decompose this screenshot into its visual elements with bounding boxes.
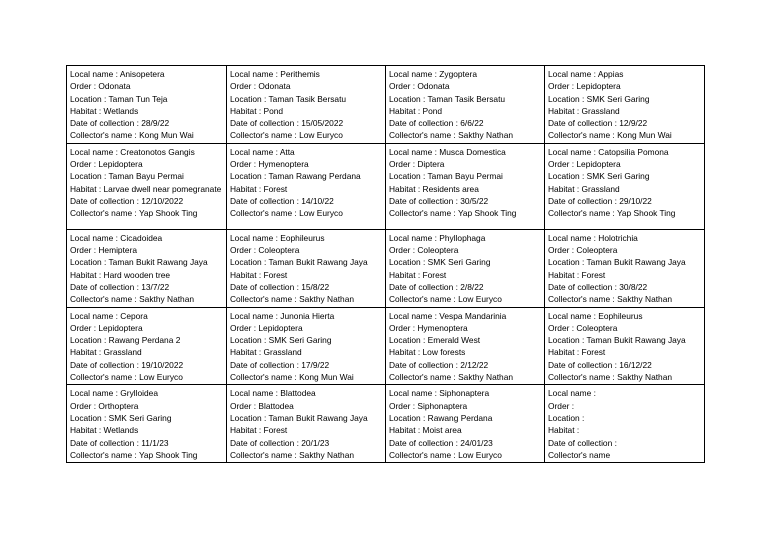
collector-name-field: Collector's name : Sakthy Nathan bbox=[230, 294, 355, 305]
order-field: Order : bbox=[548, 400, 575, 411]
habitat-field: Habitat : Larvae dwell near pomegranate bbox=[70, 183, 222, 194]
collection-date-field: Date of collection : 15/05/2022 bbox=[230, 118, 344, 129]
specimen-card bbox=[545, 307, 705, 385]
collector-name-field: Collector's name : Low Euryco bbox=[70, 372, 183, 383]
collection-date-field: Date of collection : 19/10/2022 bbox=[70, 359, 184, 370]
local-name-field: Local name : Eophileurus bbox=[230, 232, 325, 243]
order-field: Order : Coleoptera bbox=[548, 245, 618, 256]
collector-name-field: Collector's name : Kong Mun Wai bbox=[548, 130, 672, 141]
local-name-field: Local name : Holotrichia bbox=[548, 232, 638, 243]
specimen-card bbox=[67, 229, 227, 307]
order-field: Order : Orthoptera bbox=[70, 400, 139, 411]
collector-name-field: Collector's name : Low Euryco bbox=[230, 208, 343, 219]
habitat-field: Habitat : Grassland bbox=[70, 347, 142, 358]
habitat-field: Habitat : Wetlands bbox=[70, 425, 139, 436]
local-name-field: Local name : Appias bbox=[548, 69, 624, 79]
table-row bbox=[67, 143, 705, 229]
collection-date-field: Date of collection : 13/7/22 bbox=[70, 281, 170, 292]
collector-name-field: Collector's name : Kong Mun Wai bbox=[70, 130, 194, 141]
location-field: Location : SMK Seri Garing bbox=[548, 171, 650, 182]
specimen-card bbox=[386, 385, 545, 463]
specimen-card bbox=[227, 229, 386, 307]
table-row bbox=[67, 385, 705, 463]
specimen-card bbox=[545, 385, 705, 463]
collector-name-field: Collector's name : Sakthy Nathan bbox=[548, 294, 673, 305]
location-field: Location : Taman Bayu Permai bbox=[70, 171, 184, 182]
collection-date-field: Date of collection : 28/9/22 bbox=[70, 118, 170, 129]
location-field: Location : Emerald West bbox=[389, 335, 481, 346]
habitat-field: Habitat : Residents area bbox=[389, 183, 479, 194]
habitat-field: Habitat : Grassland bbox=[548, 183, 620, 194]
local-name-field: Local name : Atta bbox=[230, 146, 295, 157]
location-field: Location : Taman Bayu Permai bbox=[389, 171, 503, 182]
collection-date-field: Date of collection : 2/12/22 bbox=[389, 359, 489, 370]
habitat-field: Habitat : Low forests bbox=[389, 347, 466, 358]
collection-date-field: Date of collection : 2/8/22 bbox=[389, 281, 484, 292]
specimen-card bbox=[545, 143, 705, 229]
location-field: Location : Taman Bukit Rawang Jaya bbox=[548, 335, 686, 346]
collector-name-field: Collector's name : Low Euryco bbox=[389, 294, 502, 305]
order-field: Order : Lepidoptera bbox=[70, 322, 143, 333]
order-field: Order : Siphonaptera bbox=[389, 400, 468, 411]
location-field: Location : Taman Tasik Bersatu bbox=[389, 93, 506, 104]
collector-name-field: Collector's name : Sakthy Nathan bbox=[389, 130, 514, 141]
order-field: Order : Lepidoptera bbox=[548, 81, 621, 92]
habitat-field: Habitat : Grassland bbox=[230, 347, 302, 358]
specimen-card bbox=[386, 66, 545, 144]
order-field: Order : Coleoptera bbox=[389, 245, 459, 256]
local-name-field: Local name : Eophileurus bbox=[548, 310, 643, 321]
collection-date-field: Date of collection : 20/1/23 bbox=[230, 437, 330, 448]
habitat-field: Habitat : Forest bbox=[230, 183, 288, 194]
order-field: Order : Lepidoptera bbox=[230, 322, 303, 333]
order-field: Order : Odonata bbox=[389, 81, 450, 92]
order-field: Order : Coleoptera bbox=[548, 322, 618, 333]
location-field: Location : bbox=[548, 412, 585, 423]
location-field: Location : Taman Rawang Perdana bbox=[230, 171, 361, 182]
order-field: Order : Lepidoptera bbox=[548, 159, 621, 170]
collection-date-field: Date of collection : 12/10/2022 bbox=[70, 195, 184, 206]
specimen-card bbox=[227, 307, 386, 385]
local-name-field: Local name : bbox=[548, 388, 596, 399]
specimen-card bbox=[227, 385, 386, 463]
collector-name-field: Collector's name : Yap Shook Ting bbox=[70, 449, 198, 460]
table-row bbox=[67, 229, 705, 307]
order-field: Order : Coleoptera bbox=[230, 245, 300, 256]
order-field: Order : Odonata bbox=[230, 81, 291, 92]
location-field: Location : Taman Tun Teja bbox=[70, 93, 168, 104]
local-name-field: Local name : Creatonotos Gangis bbox=[70, 146, 195, 157]
habitat-field: Habitat : Moist area bbox=[389, 425, 462, 436]
local-name-field: Local name : Blattodea bbox=[230, 388, 316, 399]
specimen-card bbox=[227, 143, 386, 229]
collector-name-field: Collector's name : Sakthy Nathan bbox=[389, 372, 514, 383]
habitat-field: Habitat : Forest bbox=[548, 347, 606, 358]
local-name-field: Local name : Catopsilia Pomona bbox=[548, 146, 669, 157]
local-name-field: Local name : Junonia Hierta bbox=[230, 310, 335, 321]
collection-date-field: Date of collection : 30/8/22 bbox=[548, 281, 648, 292]
collection-date-field: Date of collection : 17/9/22 bbox=[230, 359, 330, 370]
collection-date-field: Date of collection : bbox=[548, 437, 617, 448]
order-field: Order : Hemiptera bbox=[70, 245, 138, 256]
specimen-card bbox=[67, 66, 227, 144]
local-name-field: Local name : Zygoptera bbox=[389, 69, 477, 79]
collection-date-field: Date of collection : 30/5/22 bbox=[389, 195, 489, 206]
order-field: Order : Lepidoptera bbox=[70, 159, 143, 170]
specimen-card bbox=[545, 66, 705, 144]
habitat-field: Habitat : Wetlands bbox=[70, 105, 139, 116]
habitat-field: Habitat : Forest bbox=[230, 425, 288, 436]
location-field: Location : SMK Seri Garing bbox=[548, 93, 650, 104]
specimen-card bbox=[67, 385, 227, 463]
location-field: Location : Taman Bukit Rawang Jaya bbox=[230, 412, 368, 423]
collector-name-field: Collector's name : Sakthy Nathan bbox=[548, 372, 673, 383]
location-field: Location : SMK Seri Garing bbox=[389, 257, 491, 268]
order-field: Order : Diptera bbox=[389, 159, 445, 170]
specimen-table bbox=[66, 65, 705, 463]
habitat-field: Habitat : Forest bbox=[548, 269, 606, 280]
local-name-field: Local name : Vespa Mandarinia bbox=[389, 310, 507, 321]
collector-name-field: Collector's name : Sakthy Nathan bbox=[230, 449, 355, 460]
location-field: Location : Taman Bukit Rawang Jaya bbox=[548, 257, 686, 268]
specimen-card bbox=[386, 229, 545, 307]
habitat-field: Habitat : Pond bbox=[230, 105, 284, 116]
local-name-field: Local name : Siphonaptera bbox=[389, 388, 490, 399]
collection-date-field: Date of collection : 11/1/23 bbox=[70, 437, 169, 448]
local-name-field: Local name : Grylloidea bbox=[70, 388, 158, 399]
collection-date-field: Date of collection : 29/10/22 bbox=[548, 195, 652, 206]
collection-date-field: Date of collection : 15/8/22 bbox=[230, 281, 330, 292]
specimen-card bbox=[386, 143, 545, 229]
collection-date-field: Date of collection : 24/01/23 bbox=[389, 437, 493, 448]
location-field: Location : Taman Tasik Bersatu bbox=[230, 93, 347, 104]
habitat-field: Habitat : Forest bbox=[389, 269, 447, 280]
collector-name-field: Collector's name : Sakthy Nathan bbox=[70, 294, 195, 305]
local-name-field: Local name : Cicadoidea bbox=[70, 232, 163, 243]
specimen-card bbox=[386, 307, 545, 385]
local-name-field: Local name : Perithemis bbox=[230, 69, 320, 79]
collector-name-field: Collector's name : Yap Shook Ting bbox=[548, 208, 676, 219]
specimen-card bbox=[545, 229, 705, 307]
collector-name-field: Collector's name bbox=[548, 449, 611, 460]
habitat-field: Habitat : Forest bbox=[230, 269, 288, 280]
collection-date-field: Date of collection : 16/12/22 bbox=[548, 359, 652, 370]
location-field: Location : Taman Bukit Rawang Jaya bbox=[230, 257, 368, 268]
habitat-field: Habitat : Grassland bbox=[548, 105, 620, 116]
table-row bbox=[67, 66, 705, 144]
collection-date-field: Date of collection : 14/10/22 bbox=[230, 195, 334, 206]
location-field: Location : Taman Bukit Rawang Jaya bbox=[70, 257, 208, 268]
collector-name-field: Collector's name : Yap Shook Ting bbox=[389, 208, 517, 219]
collector-name-field: Collector's name : Low Euryco bbox=[230, 130, 343, 141]
collection-date-field: Date of collection : 6/6/22 bbox=[389, 118, 484, 129]
table-row bbox=[67, 307, 705, 385]
location-field: Location : Rawang Perdana 2 bbox=[70, 335, 181, 346]
location-field: Location : SMK Seri Garing bbox=[230, 335, 332, 346]
local-name-field: Local name : Anisopetera bbox=[70, 69, 165, 79]
location-field: Location : SMK Seri Garing bbox=[70, 412, 172, 423]
location-field: Location : Rawang Perdana bbox=[389, 412, 493, 423]
collector-name-field: Collector's name : Kong Mun Wai bbox=[230, 372, 354, 383]
habitat-field: Habitat : bbox=[548, 425, 580, 436]
habitat-field: Habitat : Pond bbox=[389, 105, 443, 116]
collector-name-field: Collector's name : Yap Shook Ting bbox=[70, 208, 198, 219]
local-name-field: Local name : Cepora bbox=[70, 310, 148, 321]
order-field: Order : Hymenoptera bbox=[389, 322, 468, 333]
habitat-field: Habitat : Hard wooden tree bbox=[70, 269, 171, 280]
order-field: Order : Blattodea bbox=[230, 400, 294, 411]
specimen-table-body bbox=[67, 66, 705, 463]
order-field: Order : Hymenoptera bbox=[230, 159, 309, 170]
specimen-card bbox=[67, 307, 227, 385]
order-field: Order : Odonata bbox=[70, 81, 131, 92]
collector-name-field: Collector's name : Low Euryco bbox=[389, 449, 502, 460]
specimen-card bbox=[227, 66, 386, 144]
local-name-field: Local name : Phyllophaga bbox=[389, 232, 486, 243]
local-name-field: Local name : Musca Domestica bbox=[389, 146, 506, 157]
collection-date-field: Date of collection : 12/9/22 bbox=[548, 118, 648, 129]
specimen-card bbox=[67, 143, 227, 229]
